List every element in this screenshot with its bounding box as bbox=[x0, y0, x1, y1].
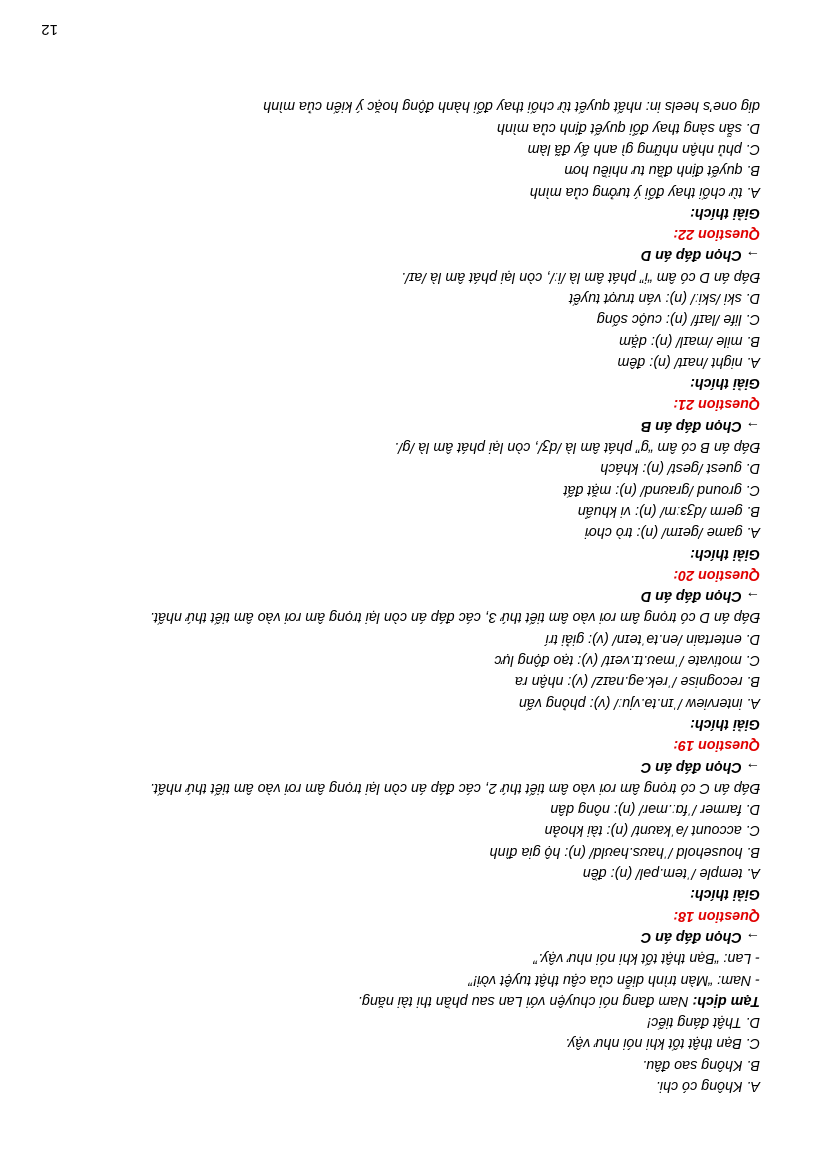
page-number: 12 bbox=[41, 21, 58, 38]
option-a: A. temple /ˈtem.pəl/ (n): đền bbox=[582, 865, 760, 882]
explanation-note: Đáp án D có trọng âm rơi vào âm tiết thứ 3, các đáp án còn lại trọng âm rơi vào âm tiết thứ nhất. bbox=[150, 609, 760, 626]
explanation-note: Đáp án B có âm “g” phát âm là /dʒ/, còn lại phát âm là /ɡ/. bbox=[394, 439, 760, 456]
answer-line: → Chọn đáp án C bbox=[640, 928, 760, 945]
option-c: C. motivate /ˈməʊ.tɪ.veɪt/ (v): tạo động lực bbox=[494, 652, 760, 669]
translation-text: Nam đang nói chuyện với Lan sau phần thi tài năng. bbox=[357, 992, 693, 1009]
option-a: A. từ chối thay đổi ý tưởng của mình bbox=[529, 183, 760, 200]
answer-line: → Chọn đáp án B bbox=[640, 417, 760, 434]
question-20-heading: Question 20: bbox=[673, 566, 760, 583]
option-c: C. account /əˈkaʊnt/ (n): tài khoản bbox=[544, 822, 760, 839]
option-d: D. guest /ɡest/ (n): khách bbox=[600, 460, 760, 477]
question-19-heading: Question 19: bbox=[673, 737, 760, 754]
option-a: A. interview /ˈɪn.tə.vjuː/ (v): phỏng vấn bbox=[518, 694, 760, 711]
explanation-label: Giải thích: bbox=[690, 886, 760, 903]
option-b: B. quyết định đầu tư nhiều hơn bbox=[564, 162, 760, 179]
option-a: A. game /ɡeɪm/ (n): trò chơi bbox=[584, 524, 760, 541]
option-b: B. recognise /ˈrek.əɡ.naɪz/ (v): nhận ra bbox=[514, 673, 760, 690]
explanation-label: Giải thích: bbox=[690, 375, 760, 392]
option-d: D. Thật đáng tiếc! bbox=[647, 1014, 760, 1031]
option-d: D. sẵn sàng thay đổi quyết định của mình bbox=[496, 119, 760, 136]
option-b: B. mile /maɪl/ (n): dặm bbox=[619, 332, 760, 349]
question-18-heading: Question 18: bbox=[673, 907, 760, 924]
option-c: C. Bạn thật tốt khi nói như vậy. bbox=[565, 1035, 760, 1052]
option-d: D. entertain /en.təˈteɪn/ (v): giải trí bbox=[545, 630, 760, 647]
translation-line bbox=[60, 990, 760, 1011]
explanation-note: dig one’s heels in: nhất quyết từ chối thay đổi hành động hoặc ý kiến của mình bbox=[263, 98, 760, 115]
explanation-label: Giải thích: bbox=[690, 545, 760, 562]
option-b: B. germ /dʒɜːm/ (n): vi khuẩn bbox=[577, 502, 760, 519]
dialogue-line: - Lan: “Bạn thật tốt khi nói như vậy.” bbox=[533, 950, 760, 967]
option-c: C. ground /ɡraʊnd/ (n): mặt đất bbox=[563, 481, 760, 498]
dialogue-line: - Nam: “Màn trình diễn của cậu thật tuyệt vời!” bbox=[468, 971, 760, 988]
option-c: C. phủ nhận những gì anh ấy đã làm bbox=[527, 140, 760, 157]
option-b: B. household /ˈhaʊs.həʊld/ (n): hộ gia đình bbox=[489, 843, 760, 860]
option-a: A. Không có chi. bbox=[655, 1078, 760, 1094]
explanation-label: Giải thích: bbox=[690, 715, 760, 732]
option-d: D. farmer /ˈfɑː.mər/ (n): nông dân bbox=[550, 801, 760, 818]
answer-line: → Chọn đáp án D bbox=[640, 247, 760, 264]
explanation-label: Giải thích: bbox=[690, 204, 760, 221]
question-22-heading: Question 22: bbox=[673, 226, 760, 243]
explanation-note: Đáp án C có trọng âm rơi vào âm tiết thứ 2, các đáp án còn lại trọng âm rơi vào âm tiết thứ nhất. bbox=[150, 779, 760, 796]
question-21-heading: Question 21: bbox=[673, 396, 760, 413]
option-c: C. life /laɪf/ (n): cuộc sống bbox=[596, 311, 760, 328]
page-content bbox=[60, 95, 760, 1096]
option-b: B. Không sao đâu. bbox=[642, 1056, 760, 1073]
answer-line: → Chọn đáp án D bbox=[640, 588, 760, 605]
answer-line: → Chọn đáp án C bbox=[640, 758, 760, 775]
translation-label: Tạm dịch: bbox=[692, 992, 760, 1009]
option-a: A. night /naɪt/ (n): đêm bbox=[617, 353, 760, 370]
option-d: D. ski /skiː/ (n): ván trượt tuyết bbox=[569, 290, 760, 307]
explanation-note: Đáp án D có âm “i” phát âm là /iː/, còn lại phát âm là /aɪ/. bbox=[401, 268, 760, 285]
